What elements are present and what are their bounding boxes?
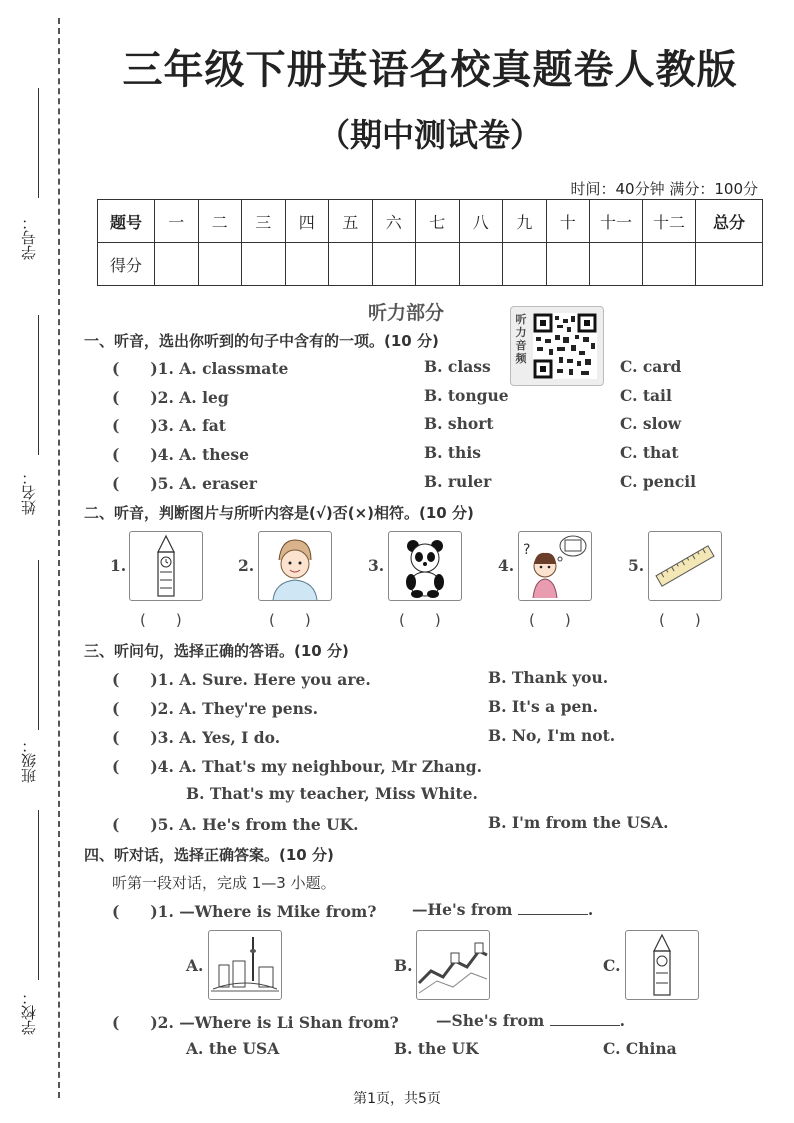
- score-col: 三: [242, 200, 286, 243]
- s3-q5-a[interactable]: ( )5. A. He's from the UK.: [112, 815, 359, 834]
- s4-q1-opt-b-pic[interactable]: [416, 930, 490, 1000]
- s1-q1-a[interactable]: ( )1. A. classmate: [112, 359, 289, 378]
- s3-q1-a[interactable]: ( )1. A. Sure. Here you are.: [112, 670, 371, 689]
- s2-pic2: [258, 531, 332, 601]
- s1-q3-b[interactable]: B. short: [424, 414, 494, 433]
- s2-pic4-num: 4.: [498, 556, 515, 575]
- score-cell[interactable]: [643, 243, 696, 286]
- s1-q5-c[interactable]: C. pencil: [620, 472, 697, 491]
- s4-q2-answer-text: —She's from: [436, 1011, 545, 1030]
- score-col: 六: [372, 200, 416, 243]
- s4-q1-end: .: [587, 900, 594, 919]
- score-cell[interactable]: [329, 243, 373, 286]
- score-cell[interactable]: [155, 243, 199, 286]
- s2-answer-4[interactable]: ( ): [529, 611, 571, 629]
- s4-q1-question: ( )1. —Where is Mike from?: [112, 902, 377, 921]
- city-skyline-icon: [209, 931, 281, 999]
- section1-heading: 一、听音，选出你听到的句子中含有的一项。(10 分): [84, 332, 439, 350]
- s3-q2-b[interactable]: B. It's a pen.: [488, 697, 598, 716]
- score-col: 八: [459, 200, 503, 243]
- s2-answer-2[interactable]: ( ): [269, 611, 311, 629]
- big-ben-icon: [626, 931, 698, 999]
- score-table-header-row: [98, 200, 763, 243]
- boy-icon: [259, 532, 331, 600]
- page-subtitle: （期中测试卷）: [317, 116, 542, 154]
- s4-q2-opt-a[interactable]: A. the USA: [186, 1039, 280, 1058]
- s1-q3-a[interactable]: ( )3. A. fat: [112, 416, 226, 435]
- s1-q2-c[interactable]: C. tail: [620, 386, 672, 405]
- student-no-line[interactable]: [38, 88, 39, 198]
- score-col-total: 总分: [696, 200, 763, 243]
- s4-q2-question: ( )2. —Where is Li Shan from?: [112, 1013, 399, 1032]
- s3-q3-a[interactable]: ( )3. A. Yes, I do.: [112, 728, 281, 747]
- girl-thinking-icon: [519, 532, 591, 600]
- score-cell[interactable]: [546, 243, 590, 286]
- s1-q1-c[interactable]: C. card: [620, 357, 682, 376]
- s4-q2-answer: [436, 1011, 625, 1030]
- s3-q5-b[interactable]: B. I'm from the USA.: [488, 813, 669, 832]
- binding-dashed-line: [58, 18, 60, 1098]
- s1-q5-a[interactable]: ( )5. A. eraser: [112, 474, 257, 493]
- s4-q1-opt-a-label[interactable]: A.: [186, 956, 204, 975]
- s1-q4-c[interactable]: C. that: [620, 443, 679, 462]
- score-cell[interactable]: [372, 243, 416, 286]
- score-cell[interactable]: [416, 243, 460, 286]
- s3-q4-b[interactable]: B. That's my teacher, Miss White.: [186, 784, 478, 803]
- s4-q1-answer-text: —He's from: [412, 900, 513, 919]
- great-wall-icon: [417, 931, 489, 999]
- s2-answer-3[interactable]: ( ): [399, 611, 441, 629]
- s2-pic5-num: 5.: [628, 556, 645, 575]
- class-label: 班级：: [20, 738, 38, 783]
- page-footer: 第1页，共5页: [353, 1091, 441, 1107]
- name-line[interactable]: [38, 315, 39, 455]
- svg-text:?: ?: [523, 542, 531, 558]
- section3-heading: 三、听问句，选择正确的答语。(10 分): [84, 642, 349, 660]
- score-cell[interactable]: [590, 243, 643, 286]
- s1-q4-b[interactable]: B. this: [424, 443, 481, 462]
- s2-pic1-num: 1.: [110, 556, 127, 575]
- s4-q1-opt-a-pic[interactable]: [208, 930, 282, 1000]
- score-col: 七: [416, 200, 460, 243]
- s2-pic5: [648, 531, 722, 601]
- section2-heading: 二、听音，判断图片与所听内容是(√)否(×)相符。(10 分): [84, 504, 474, 522]
- score-row-label: 得分: [98, 243, 155, 286]
- s4-q1-blank[interactable]: [518, 900, 588, 915]
- s1-q2-b[interactable]: B. tongue: [424, 386, 509, 405]
- section4-intro: 听第一段对话，完成 1—3 小题。: [112, 874, 336, 892]
- s2-pic2-num: 2.: [238, 556, 255, 575]
- score-cell[interactable]: [242, 243, 286, 286]
- class-line[interactable]: [38, 560, 39, 730]
- score-col: 十一: [590, 200, 643, 243]
- qr-code[interactable]: [510, 306, 604, 386]
- name-label: 姓名：: [20, 470, 38, 515]
- s1-q4-a[interactable]: ( )4. A. these: [112, 445, 249, 464]
- score-col: 五: [329, 200, 373, 243]
- s1-q3-c[interactable]: C. slow: [620, 414, 682, 433]
- score-cell[interactable]: [459, 243, 503, 286]
- school-line[interactable]: [38, 810, 39, 980]
- score-cell[interactable]: [285, 243, 329, 286]
- listening-title: 听力部分: [368, 302, 445, 324]
- section4-heading: 四、听对话，选择正确答案。(10 分): [84, 846, 334, 864]
- s2-answer-5[interactable]: ( ): [659, 611, 701, 629]
- score-table-score-row: [98, 243, 763, 286]
- score-col: 十: [546, 200, 590, 243]
- s1-q1-b[interactable]: B. class: [424, 357, 491, 376]
- s4-q1-opt-b-label[interactable]: B.: [394, 956, 413, 975]
- s2-pic3-num: 3.: [368, 556, 385, 575]
- score-col: 九: [503, 200, 547, 243]
- score-table: [97, 199, 763, 286]
- s4-q2-end: .: [619, 1011, 626, 1030]
- s1-q2-a[interactable]: ( )2. A. leg: [112, 388, 229, 407]
- s3-q2-a[interactable]: ( )2. A. They're pens.: [112, 699, 318, 718]
- qr-code-icon: [533, 313, 597, 379]
- clock-tower-icon: [130, 532, 202, 600]
- s4-q1-opt-c-pic[interactable]: [625, 930, 699, 1000]
- score-table-head-label: 题号: [98, 200, 155, 243]
- s3-q1-b[interactable]: B. Thank you.: [488, 668, 609, 687]
- s2-pic3: [388, 531, 462, 601]
- panda-icon: [389, 532, 461, 600]
- s3-q4-a[interactable]: ( )4. A. That's my neighbour, Mr Zhang.: [112, 757, 482, 776]
- s4-q1-answer: [412, 900, 593, 919]
- score-col: 一: [155, 200, 199, 243]
- school-label: 学校：: [20, 990, 38, 1035]
- s4-q1-opt-c-label[interactable]: C.: [603, 956, 621, 975]
- score-cell[interactable]: [198, 243, 242, 286]
- student-no-label: 学号：: [20, 215, 38, 260]
- s2-answer-1[interactable]: ( ): [140, 611, 182, 629]
- s4-q2-blank[interactable]: [550, 1011, 620, 1026]
- score-col: 二: [198, 200, 242, 243]
- ruler-icon: [649, 532, 721, 600]
- qr-label: 听力音频: [515, 313, 527, 365]
- s2-pic1: [129, 531, 203, 601]
- s3-q3-b[interactable]: B. No, I'm not.: [488, 726, 616, 745]
- score-cell[interactable]: [696, 243, 763, 286]
- score-col: 十二: [643, 200, 696, 243]
- s1-q5-b[interactable]: B. ruler: [424, 472, 492, 491]
- s4-q2-opt-c[interactable]: C. China: [603, 1039, 677, 1058]
- s2-pic4: [518, 531, 592, 601]
- score-cell[interactable]: [503, 243, 547, 286]
- time-info: 时间：40分钟 满分：100分: [570, 180, 758, 198]
- score-col: 四: [285, 200, 329, 243]
- page-title: 三年级下册英语名校真题卷人教版: [122, 47, 738, 93]
- s4-q2-opt-b[interactable]: B. the UK: [394, 1039, 479, 1058]
